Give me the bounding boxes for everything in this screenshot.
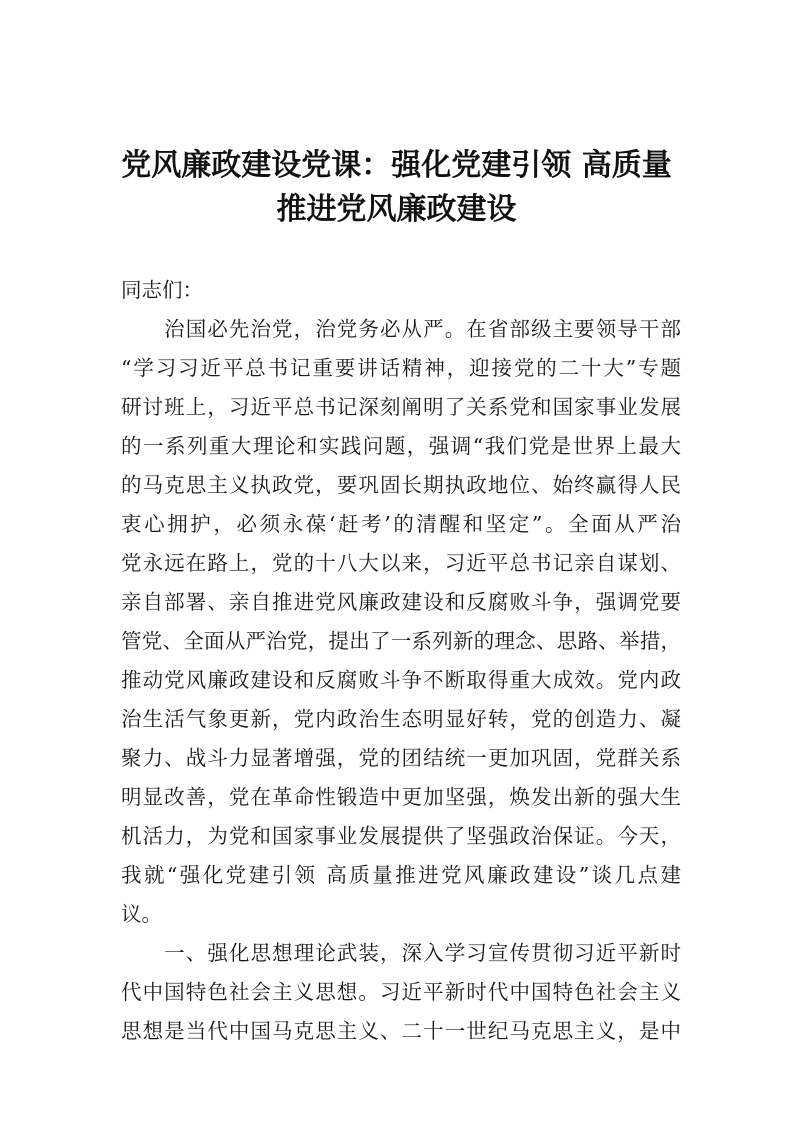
- paragraph-1-line: 治生活气象更新，党内政治生态明显好转，党的创造力、凝: [121, 707, 681, 731]
- paragraph-1-line: 机活力，为党和国家事业发展提供了坚强政治保证。今天，: [121, 824, 681, 848]
- paragraph-2-line: 代中国特色社会主义思想。习近平新时代中国特色社会主义: [121, 980, 681, 1004]
- paragraph-1-line: 明显改善，党在革命性锻造中更加坚强，焕发出新的强大生: [121, 785, 681, 809]
- paragraph-1-line: 衷心拥护，必须永葆‘赶考’的清醒和坚定”。全面从严治: [121, 512, 681, 536]
- paragraph-1-line: 亲自部署、亲自推进党风廉政建设和反腐败斗争，强调党要: [121, 590, 681, 614]
- paragraph-1-line: “学习习近平总书记重要讲话精神，迎接党的二十大”专题: [121, 356, 681, 380]
- paragraph-1-line: 的一系列重大理论和实践问题，强调“我们党是世界上最大: [121, 434, 681, 458]
- paragraph-1-line: 的马克思主义执政党，要巩固长期执政地位、始终赢得人民: [121, 473, 681, 497]
- paragraph-2-line: 一、强化思想理论武装，深入学习宣传贯彻习近平新时: [121, 941, 681, 965]
- document-title-line-1: 党风廉政建设党课：强化党建引领 高质量: [121, 148, 672, 183]
- paragraph-1-line: 我就“强化党建引领 高质量推进党风廉政建设”谈几点建: [121, 863, 681, 887]
- salutation: 同志们：: [121, 278, 203, 302]
- paragraph-1-line: 聚力、战斗力显著增强，党的团结统一更加巩固，党群关系: [121, 746, 681, 770]
- paragraph-1-line: 议。: [121, 902, 162, 926]
- paragraph-1-line: 治国必先治党，治党务必从严。在省部级主要领导干部: [121, 317, 681, 341]
- document-title-line-2: 推进党风廉政建设: [276, 192, 517, 227]
- paragraph-1-line: 党永远在路上，党的十八大以来，习近平总书记亲自谋划、: [121, 551, 681, 575]
- paragraph-1-line: 研讨班上，习近平总书记深刻阐明了关系党和国家事业发展: [121, 395, 681, 419]
- paragraph-1-line: 管党、全面从严治党，提出了一系列新的理念、思路、举措，: [121, 629, 681, 653]
- paragraph-2-line: 思想是当代中国马克思主义、二十一世纪马克思主义，是中: [121, 1019, 681, 1043]
- paragraph-1-line: 推动党风廉政建设和反腐败斗争不断取得重大成效。党内政: [121, 668, 681, 692]
